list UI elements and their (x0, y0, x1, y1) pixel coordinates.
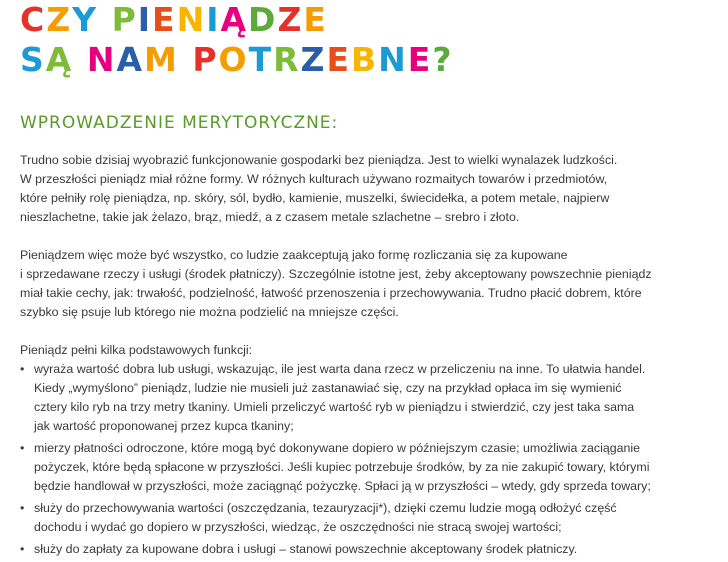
title-letter (73, 40, 87, 80)
title-letter: Ą (45, 40, 74, 79)
title-letter: I (137, 0, 153, 39)
functions-list (20, 360, 710, 559)
title-letter: C (20, 0, 47, 39)
text-line: które pełniły rolę pieniądza, np. skóry, sól, bydło, kamienie, muszelki, świecidełka, a potem metale, najpierw (20, 191, 610, 205)
bullet-icon: • (20, 441, 25, 455)
text-line: mierzy płatności odroczone, które mogą być dokonywane dopiero w późniejszym czasie; umożliwia zaciąganie (34, 441, 641, 455)
title-letter: I (206, 0, 221, 39)
title-letter: E (303, 0, 328, 39)
title-letter: A (116, 40, 144, 79)
text-line: i sprzedawane rzeczy i usługi (środek płatniczy). Szczególnie istotne jest, żeby akceptowany powszechnie pieniądz (20, 267, 652, 281)
text-line: Kiedy „wymyślono” pieniądz, ludzie nie musieli już zastanawiać się, czy na przykład opłaca im się wymienić (34, 381, 622, 395)
title-letter: P (111, 0, 138, 39)
bullet-icon: • (20, 542, 25, 556)
title-letter: S (20, 40, 46, 79)
bullet-icon: • (20, 362, 25, 376)
title-letter: E (326, 40, 352, 79)
list-item (20, 499, 710, 537)
title-letter: Z (277, 0, 304, 39)
title-line-1 (20, 0, 454, 40)
title-letter: D (248, 0, 278, 39)
text-line: wyraża wartość dobra lub usługi, wskazując, ile jest warta dana rzecz w przeliczeniu na inne. To ułatwia handel. (34, 362, 646, 376)
text-line: dochodu i wydać go dopiero w przyszłości, wiedząc, że oszczędności nie stracą swojej wartości; (34, 520, 562, 534)
body-text (20, 151, 710, 562)
text-line: służy do przechowywania wartości (oszczędzania, tezauryzacji*), dzięki czemu ludzie mogą odłożyć część (34, 501, 617, 515)
text-line: jak wartość proponowanej przez kupca tkaniny; (34, 419, 294, 433)
bullet-icon: • (20, 501, 25, 515)
title-letter: N (86, 40, 117, 79)
text-line: nieszlachetne, takie jak żelazo, brąz, miedź, a z czasem metale szlachetne – srebro i złoto. (20, 210, 520, 224)
text-line: szybko się psuje lub którego nie można podzielić na mniejsze części. (20, 305, 399, 319)
title-letter (98, 0, 112, 40)
paragraph-history (20, 151, 710, 227)
text-line: cztery kilo ryb na trzy metry tkaniny. Umieli przeliczyć wartość ryb w pieniądzu i stwierdzić, czy jest taka sama (34, 400, 635, 414)
title-letter: T (248, 40, 274, 79)
page-title (20, 0, 454, 80)
text-line: będzie handlował w przyszłości, może zaciągnąć pożyczkę. Spłaci ją w przyszłości – wtedy, gdy sprzeda towary; (34, 479, 651, 493)
title-letter: Z (300, 40, 327, 79)
title-letter: E (152, 0, 177, 39)
title-letter: N (378, 40, 408, 79)
text-line: służy do zapłaty za kupowane dobra i usługi – stanowi powszechnie akceptowany środek płatniczy. (34, 542, 578, 556)
title-letter: ? (432, 40, 454, 79)
title-letter: P (192, 40, 219, 79)
title-letter: M (144, 40, 179, 79)
text-line: Trudno sobie dzisiaj wyobrazić funkcjonowanie gospodarki bez pieniądza. Jest to wielki wynalazek ludzkości. (20, 153, 618, 167)
title-letter (179, 40, 193, 80)
text-line: pożyczek, które będą spłacone w przyszłości. Jeśli kupiec potrzebuje środków, by za nie zakupić towary, którymi (34, 460, 650, 474)
title-letter: N (176, 0, 207, 39)
text-line: W przeszłości pieniądz miał różne formy. W różnych kulturach używano rozmaitych towarów i przedmiotów, (20, 172, 608, 186)
title-letter: Y (72, 0, 99, 39)
text-line: miał takie cechy, jak: trwałość, podzielność, łatwość przenoszenia i przechowywania. Trudno płacić dobrem, które (20, 286, 642, 300)
text-line: Pieniądzem więc może być wszystko, co ludzie zaakceptują jako formę rozliczania się za kupowane (20, 248, 568, 262)
title-letter: R (273, 40, 301, 79)
title-letter: E (407, 40, 433, 79)
title-line-2 (20, 40, 454, 80)
paragraph-definition (20, 246, 710, 322)
functions-intro: Pieniądz pełni kilka podstawowych funkcji: (20, 343, 253, 357)
list-item (20, 540, 710, 559)
title-letter: B (351, 40, 379, 79)
section-heading: WPROWADZENIE MERYTORYCZNE: (20, 113, 339, 133)
title-letter: Ą (220, 0, 249, 39)
title-letter: Z (46, 0, 73, 39)
list-item (20, 360, 710, 436)
list-item (20, 439, 710, 496)
title-letter: O (218, 40, 249, 79)
